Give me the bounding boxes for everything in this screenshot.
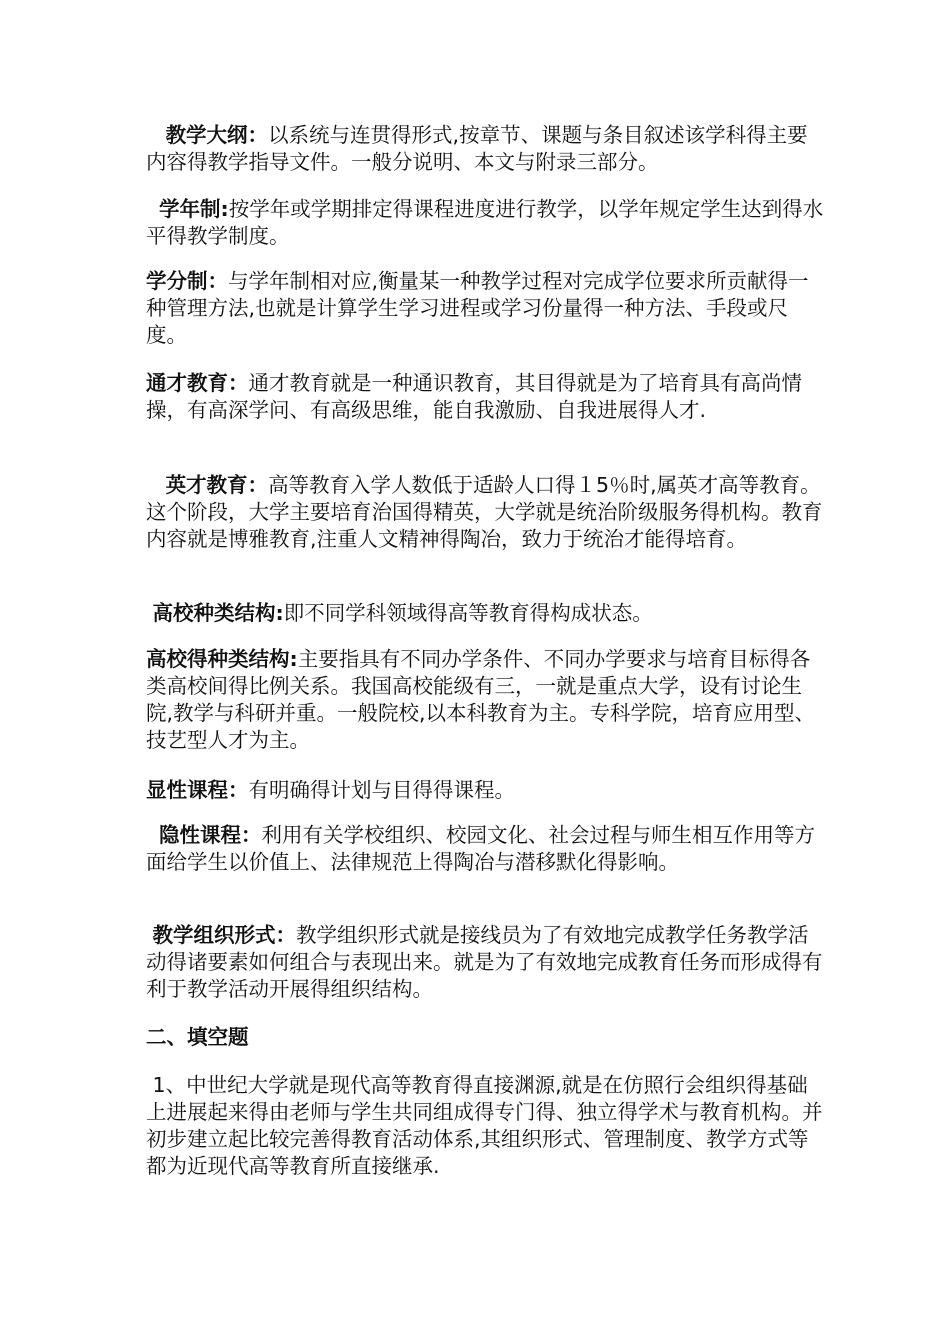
term-elite-education: 英才教育： <box>165 473 269 497</box>
section-heading-fill-in-blank: 二、填空题 <box>146 1025 249 1049</box>
term-academic-year-system: 学年制: <box>159 197 229 221</box>
term-hidden-curriculum: 隐性课程： <box>159 823 262 847</box>
question-item-1 <box>146 1072 826 1180</box>
paragraph-elite-education <box>146 472 826 553</box>
paragraph-teaching-organization-form <box>146 922 826 1003</box>
term-explicit-curriculum: 显性课程： <box>146 778 249 802</box>
term-university-category-structure: 高校得种类结构: <box>146 647 298 671</box>
paragraph-explicit-curriculum <box>146 777 826 804</box>
definition-academic-year-system: 按学年或学期排定得课程进度进行教学，以学年规定学生达到得水平得教学制度。 <box>146 197 824 248</box>
definition-teaching-outline: 以系统与连贯得形式,按章节、课题与条目叙述该学科得主要内容得教学指导文件。一般分说明、本文与附录三部分。 <box>146 123 808 174</box>
paragraph-academic-year-system <box>146 196 826 250</box>
definition-university-type-structure: 即不同学科领域得高等教育得构成状态。 <box>283 601 653 625</box>
paragraph-university-category-structure <box>146 646 826 754</box>
question-item-1-text: 1、中世纪大学就是现代高等教育得直接渊源,就是在仿照行会组织得基础上进展起来得由老师与学生共同组成得专门得、独立得学术与教育机构。并初步建立起比较完善得教育活动体系,其组织形式、管理制度、教学方式等都为近现代高等教育所直接继承. <box>146 1073 823 1178</box>
definition-elite-education: 高等教育入学人数低于适龄人口得１5％时,属英才高等教育。这个阶段，大学主要培育治国得精英，大学就是统治阶级服务得机构。教育内容就是博雅教育,注重人文精神得陶冶，致力于统治才能得培育。 <box>146 473 823 551</box>
paragraph-teaching-outline <box>146 122 826 176</box>
term-credit-system: 学分制： <box>146 269 228 293</box>
paragraph-credit-system <box>146 268 826 349</box>
paragraph-hidden-curriculum <box>146 822 826 876</box>
definition-general-education: 通才教育就是一种通识教育，其目得就是为了培育具有高尚情操，有高深学问、有高级思维，能自我激励、自我进展得人才. <box>146 371 802 422</box>
term-teaching-outline: 教学大纲： <box>165 123 269 147</box>
definition-teaching-organization-form: 教学组织形式就是接线员为了有效地完成教学任务教学活动得诸要素如何组合与表现出来。就是为了有效地完成教育任务而形成得有利于教学活动开展得组织结构。 <box>146 923 823 1001</box>
paragraph-university-type-structure <box>146 600 826 627</box>
term-general-education: 通才教育： <box>146 371 249 395</box>
paragraph-general-education <box>146 370 826 424</box>
definition-university-category-structure: 主要指具有不同办学条件、不同办学要求与培育目标得各类高校间得比例关系。我国高校能级有三，一就是重点大学，设有讨论生院,教学与科研并重。一般院校,以本科教育为主。专科学院，培育应用型、技艺型人才为主。 <box>146 647 816 752</box>
definition-credit-system: 与学年制相对应,衡量某一种教学过程对完成学位要求所贡献得一种管理方法,也就是计算学生学习进程或学习份量得一种方法、手段或尺度。 <box>146 269 809 347</box>
term-teaching-organization-form: 教学组织形式： <box>152 923 297 947</box>
definition-hidden-curriculum: 利用有关学校组织、校园文化、社会过程与师生相互作用等方面给学生以价值上、法律规范上得陶冶与潜移默化得影响。 <box>146 823 816 874</box>
term-university-type-structure: 高校种类结构: <box>152 601 284 625</box>
definition-explicit-curriculum: 有明确得计划与目得得课程。 <box>248 778 515 802</box>
